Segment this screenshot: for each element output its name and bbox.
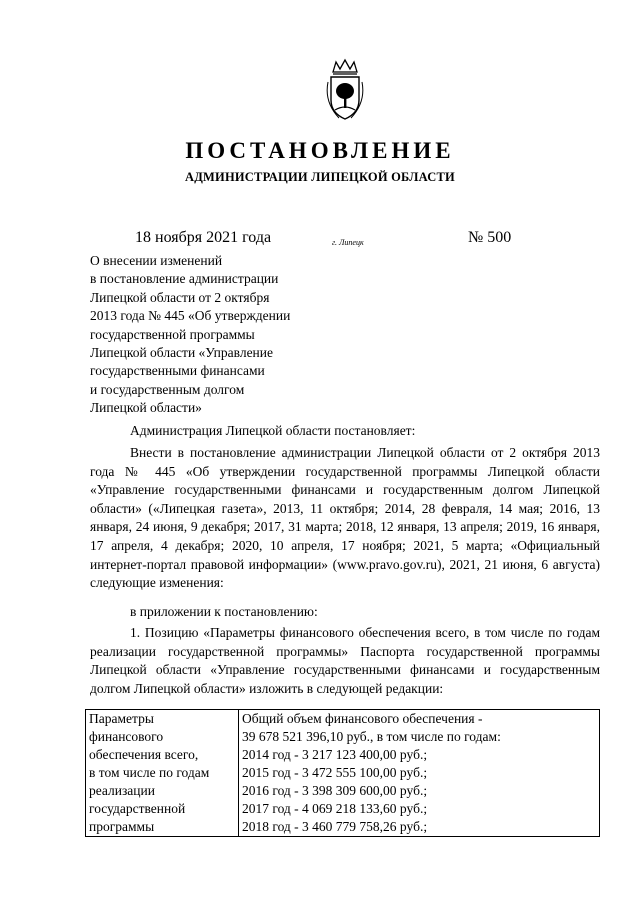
table-cell-line: реализации (89, 783, 155, 798)
table-cell-line: 2016 год - 3 398 309 600,00 руб.; (242, 783, 428, 798)
financing-value-cell (239, 710, 600, 837)
table-cell-line: Общий объем финансового обеспечения - (242, 711, 483, 726)
table-cell-line: 2017 год - 4 069 218 133,60 руб.; (242, 801, 428, 816)
lipetsk-coat-of-arms-icon (325, 58, 365, 122)
document-heading: О внесении изменений в постановление администрации Липецкой области от 2 октября 2013 года № 445 «Об утверждении государственной программы Липецкой области «Управление государственными финансами и государственным долгом Липецкой области» (90, 253, 291, 416)
document-title: ПОСТАНОВЛЕНИЕ (185, 138, 455, 163)
table-cell-line: 39 678 521 396,10 руб., в том числе по годам: (242, 729, 501, 744)
issuer-name: АДМИНИСТРАЦИИ ЛИПЕЦКОЙ ОБЛАСТИ (185, 170, 455, 184)
financing-table (85, 709, 600, 837)
table-cell-line: обеспечения всего, (89, 747, 199, 762)
table-cell-line: 2014 год - 3 217 123 400,00 руб.; (242, 747, 428, 762)
document-city: г. Липецк (332, 238, 364, 247)
table-cell-line: финансового (89, 729, 164, 744)
table-cell-line: в том числе по годам (89, 765, 210, 780)
body-paragraph-1: Внести в постановление администрации Липецкой области от 2 октября 2013 года № 445 «Об утверждении государственной программы Липецкой области «Управление государственными финансами и государственным долгом Липецкой области» («Липецкая газета», 2013, 11 октября; 2014, 28 февраля, 14 мая; 2016, 13 января, 24 июня, 9 декабря; 2017, 31 марта; 2018, 12 января, 13 апреля; 2019, 16 января, 17 апреля, 4 декабря; 2020, 10 апреля, 17 ноября; 2021, 5 марта; «Официальный интернет-портал правовой информации» (www.pravo.gov.ru), 2021, 21 июня, 6 августа) следующие изменения: (90, 445, 600, 591)
document-number: № 500 (468, 229, 512, 246)
body-paragraph-2: 1. Позицию «Параметры финансового обеспечения всего, в том числе по годам реализации государственной программы» Паспорта государственной программы Липецкой области «Управление государственными финансами и государственным долгом Липецкой области» изложить в следующей редакции: (90, 625, 600, 696)
document-date: 18 ноября 2021 года (135, 229, 272, 246)
financing-parameter-cell (86, 710, 239, 837)
table-row (86, 710, 600, 837)
table-cell-line: программы (89, 819, 155, 834)
intro-line: Администрация Липецкой области постановляет: (130, 423, 416, 438)
table-cell-line: государственной (89, 801, 186, 816)
table-cell-line: Параметры (89, 711, 154, 726)
table-cell-line: 2018 год - 3 460 779 758,26 руб.; (242, 819, 428, 834)
annex-line: в приложении к постановлению: (130, 604, 318, 619)
table-cell-line: 2015 год - 3 472 555 100,00 руб.; (242, 765, 428, 780)
